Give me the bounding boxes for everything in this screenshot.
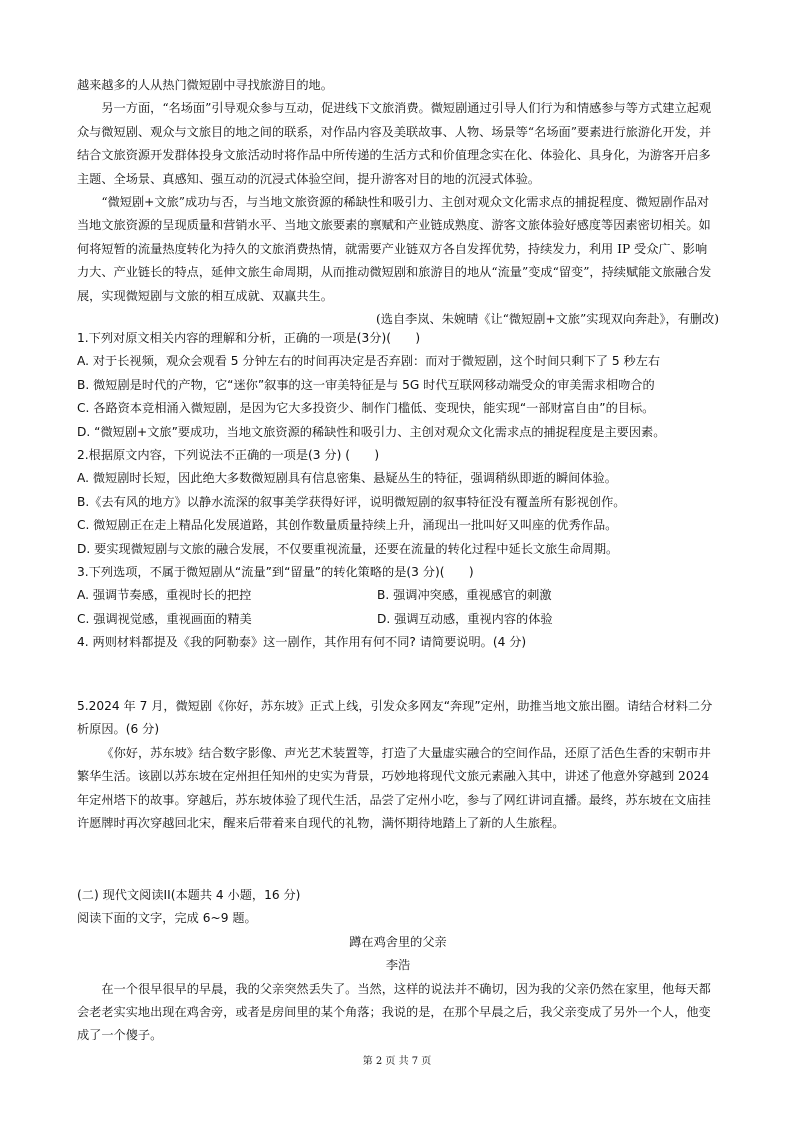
passage-source: (选自李岚、朱婉晴《让“微短剧+文旅”实现双向奔赴》，有删改) [376,312,719,327]
article-author: 李浩 [385,958,411,973]
question-1-option-c: C. 各路资本竞相涌入微短剧，是因为它大多投资少、制作门槛低、变现快，能实现“一部财富自由”的目标。 [77,401,655,416]
article-title: 蹲在鸡舍里的父亲 [349,934,447,949]
question-1-option-d: D. “微短剧+文旅”要成功，当地文旅资源的稀缺性和吸引力、主创对观众文化需求点的捕捉程度是主要因素。 [77,424,666,439]
page-footer: 第 2 页 共 7 页 [362,1056,432,1067]
passage-paragraph: “微短剧+文旅”成功与否，与当地文旅资源的稀缺性和吸引力、主创对观众文化需求点的捕捉程度、微短剧作品对当地文旅资源的呈现质量和营销水平、当地文旅要素的禀赋和产业链成熟度、游客文旅体验好感度等因素密切相关。如何将短暂的流量热度转化为持久的文旅消费热情，就需要产业链双方各自发挥优势，持续发力，利用 IP 受众广、影响力大、产业链长的特点，延伸文旅生命周期，从而推动微短剧和旅游目的地从“流量”变成“留变”，持续赋能文旅融合发展，实现微短剧与文旅的相互成就、双赢共生。 [77,195,712,303]
passage-paragraph: 另一方面，“名场面”引导观众参与互动，促进线下文旅消费。微短剧通过引导人们行为和情感参与等方式建立起观众与微短剧、观众与文旅目的地之间的联系，对作品内容及美联故事、人物、场景等“名场面”要素进行旅游化开发，并结合文旅资源开发群体投身文旅活动时将作品中所传递的生活方式和价值理念实在化、体验化、具身化，为游客开启多主题、全场景、真感知、强互动的沉浸式体验空间，提升游客对目的地的沉浸式体验。 [77,101,712,186]
question-2-option-a: A. 微短剧时长短，因此绝大多数微短剧具有信息密集、悬疑丛生的特征，强调稍纵即逝的瞬间体验。 [77,471,617,486]
question-3-option-b: B. 强调冲突感，重视感官的刺激 [377,588,552,603]
question-3-options-row-1 [77,584,719,607]
question-2-option-b: B.《去有风的地方》以静水流深的叙事美学获得好评，说明微短剧的叙事特征没有覆盖所有影视创作。 [77,494,626,509]
article-paragraph: 在一个很早很早的早晨，我的父亲突然丢失了。当然，这样的说法并不确切，因为我的父亲仍然在家里，他每天都会老老实实地出现在鸡舍旁，或者是房间里的某个角落；我说的是，在那个早晨之后，我父亲变成了另外一个人，他变成了一个傻子。 [77,981,711,1043]
question-2-option-d: D. 要实现微短剧与文旅的融合发展，不仅要重视流量，还要在流量的转化过程中延长文旅生命周期。 [77,541,619,556]
question-5-material: 《你好，苏东坡》结合数字影像、声光艺术装置等，打造了大量虚实融合的空间作品，还原了活色生香的宋朝市井繁华生活。该剧以苏东坡在定州担任知州的史实为背景，巧妙地将现代文旅元素融入其中，讲述了他意外穿越到 2024 年定州塔下的故事。穿越后，苏东坡体验了现代生活，品尝了定州小吃，参与了网红讲词直播。最终，苏东坡在文庙挂许愿牌时再次穿越回北宋，醒来后带着来自现代的礼物，满怀期待地踏上了新的人生旅程。 [77,745,711,831]
section-two [77,884,719,1048]
section-heading: (二) 现代文阅读II(本题共 4 小题，16 分) [77,888,301,902]
question-3-options-row-2 [77,608,719,631]
question-3-option-c: C. 强调视觉感，重视画面的精美 [77,611,252,626]
passage-one [77,74,719,331]
question-2-option-c: C. 微短剧正在走上精品化发展道路，其创作数量质量持续上升，涌现出一批叫好又叫座的优秀作品。 [77,518,618,533]
question-5-stem: 5.2024 年 7 月，微短剧《你好，苏东坡》正式上线，引发众多网友“奔现”定州，助推当地文旅出圈。请结合材料二分析原因。(6 分) [77,699,713,737]
question-4-stem: 4. 两则材料都提及《我的阿勒泰》这一剧作，其作用有何不同? 请简要说明。(4 分) [77,635,527,650]
question-1-stem: 1.下列对原文相关内容的理解和分析，正确的一项是(3分)( ) [77,331,421,345]
question-1-option-b: B. 微短剧是时代的产物，它“迷你”叙事的这一审美特征是与 5G 时代互联网移动端受众的审美需求相吻合的 [77,377,655,392]
question-2-stem: 2.根据原文内容，下列说法不正确的一项是(3 分) ( ) [77,448,380,463]
questions-block [77,327,719,655]
question-1-option-a: A. 对于长视频，观众会观看 5 分钟左右的时间再决定是否弃剧：而对于微短剧，这个时间只剩下了 5 秒左右 [77,354,661,369]
question-3-option-a: A. 强调节奏感，重视时长的把控 [77,588,252,603]
question-3-stem: 3.下列选项，不属于微短剧从“流量”到“留量”的转化策略的是(3 分)( ) [77,565,474,580]
passage-line: 越来越多的人从热门微短剧中寻找旅游目的地。 [77,78,333,92]
question-3-option-d: D. 强调互动感，重视内容的体验 [377,611,553,626]
question-5 [77,695,719,835]
section-instruction: 阅读下面的文字，完成 6~9 题。 [77,911,257,926]
